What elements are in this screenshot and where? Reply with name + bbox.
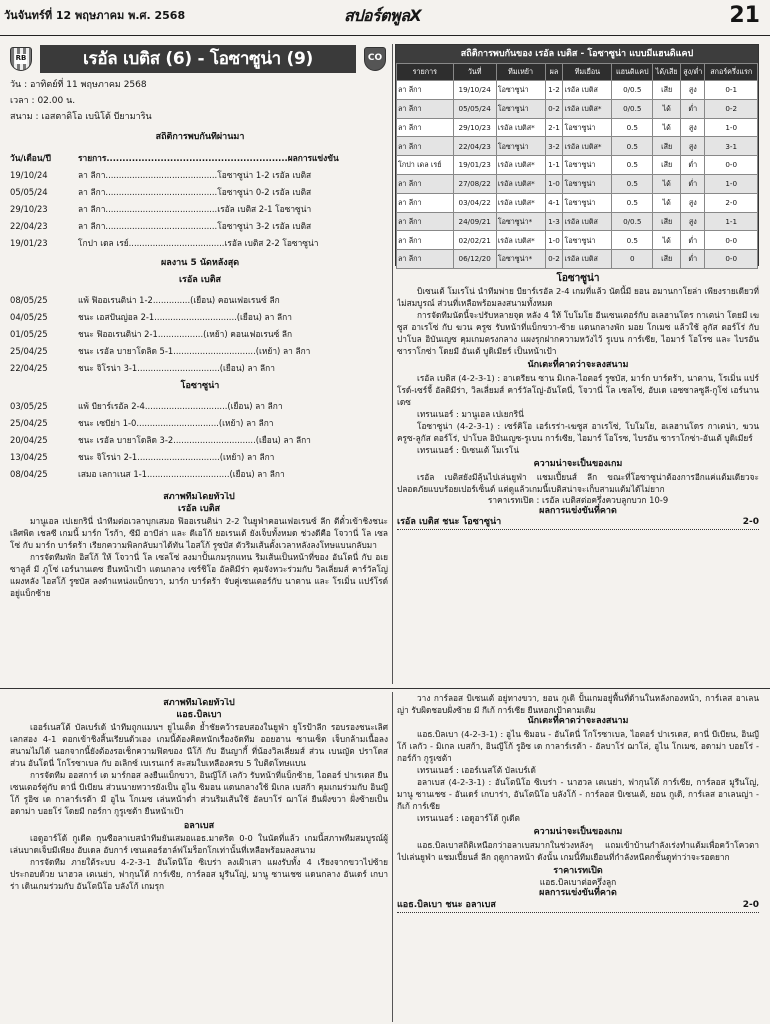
alaves-heading: อลาเบส — [183, 820, 215, 831]
handicap-cell: โอซาซูน่า — [563, 174, 612, 193]
handicap-cell: สูง — [681, 137, 705, 156]
handicap-cell: โอซาซูน่า* — [496, 212, 545, 231]
handicap-cell: 24/09/21 — [453, 212, 496, 231]
col-date: วันที่ — [453, 64, 496, 81]
handicap-table — [396, 63, 758, 269]
bottom-odds-heading: ราคาเรทเปิด — [553, 865, 603, 876]
handicap-cell: 0/0.5 — [612, 81, 653, 100]
handicap-cell: สูง — [681, 193, 705, 212]
handicap-row — [397, 81, 758, 100]
bottom-interest-text: แอธ.บิลเบาสถิติเหนือกว่าอลาเบสมากในช่วงหลังๆ แถมเข้าบ้านกำลังเร่งทำแต้มเพื่อคว้าโควตาไปเล่นยูฟ่า แชมเปี้ยนส์ ลีก ฤดูกาลหน้า ดังนั้น เกมนี้ทีมเยือนที่กำลังหนีตกชั้นดูท่าว่าจะรอดยาก — [397, 839, 759, 862]
handicap-row — [397, 118, 758, 137]
hth-row: 05/05/24 ลา ลีกา..........................................โอซาซูน่า 0-2 เรอัล เบติส — [10, 187, 312, 198]
handicap-cell: สูง — [681, 212, 705, 231]
handicap-cell: 19/01/23 — [453, 156, 496, 175]
form-away-team: โอซาซูน่า — [180, 381, 220, 391]
bottom-lineup-heading: นักเตะที่คาดว่าจะลงสนาม — [527, 716, 629, 727]
handicap-cell: ได้ — [653, 118, 681, 137]
match-venue: สนาม : เอสตาดิโอ เบนิโต้ บียามาริน — [10, 112, 152, 122]
handicap-cell: ลา ลีกา — [397, 81, 454, 100]
handicap-cell: 0-2 — [545, 250, 563, 269]
handicap-cell: เรอัล เบติส* — [496, 156, 545, 175]
lineup-heading: นักเตะที่คาดว่าจะลงสนาม — [527, 360, 629, 371]
alaves-lineup: อลาเบส (4-2-3-1) : อันโตนิโอ ซิเบร่า - นาฮวล เตเนย่า, ฟากุนโด้ การ์เซีย, การ์ลอส มูรีนโญ่, มานู ซานเชซ - อันเดร์ เกบาร่า, อันโตนิโอ บลังโก้ - การ์ลอส บิเซนเต้, ยอน กูเดิ, การ์เลส อาเลนญ่า - กีเก้ การ์เซีย — [397, 776, 759, 811]
handicap-cell: ได้ — [653, 174, 681, 193]
handicap-cell: โอซาซูน่า — [563, 156, 612, 175]
handicap-cell: โอซาซูน่า* — [496, 250, 545, 269]
col-result: ผล — [545, 64, 563, 81]
bottom-odds-line: แอธ.บิลเบาต่อครึ่งลูก — [539, 877, 617, 888]
col-half-time: สกอร์ครึ่งแรก — [705, 64, 758, 81]
form-row: 25/04/25 ชนะ เซบีย่า 1-0...............................(เหย้า) ลา ลีกา — [10, 418, 274, 429]
handicap-cell: 0 — [612, 250, 653, 269]
odds-line: ราคาเรทเปิด : เรอัล เบติสต่อครึ่งควบลูกบวก 10-9 — [487, 494, 669, 505]
handicap-cell: สูง — [681, 81, 705, 100]
col-away: ทีมเยือน — [563, 64, 612, 81]
betis-heading: เรอัล เบติส — [177, 503, 221, 514]
handicap-cell: โอซาซูน่า — [496, 137, 545, 156]
form-row: 08/05/25 แพ้ ฟิออเรนติน่า 1-2..............(เยือน) คอนเฟอเรนซ์ ลีก — [10, 295, 280, 306]
match-time: เวลา : 02.00 น. — [10, 96, 76, 106]
handicap-row — [397, 212, 758, 231]
handicap-cell: ลา ลีกา — [397, 212, 454, 231]
page-number: 21 — [729, 3, 760, 28]
interest-heading: ความน่าจะเป็นของเกม — [533, 458, 623, 469]
handicap-cell: เรอัล เบติส — [563, 212, 612, 231]
handicap-cell: 06/12/20 — [453, 250, 496, 269]
handicap-cell: เสีย — [653, 212, 681, 231]
hth-heading: สถิติการพบกันที่ผ่านมา — [155, 132, 245, 142]
col-home: ทีมเหย้า — [496, 64, 545, 81]
handicap-row — [397, 99, 758, 118]
betis-analysis — [10, 492, 388, 682]
handicap-cell: ต่ำ — [681, 231, 705, 250]
handicap-cell: โอซาซูน่า — [563, 118, 612, 137]
handicap-cell: 0-0 — [705, 231, 758, 250]
head-to-head-list — [10, 132, 390, 483]
handicap-cell: โอซาซูน่า — [496, 81, 545, 100]
hth-row: 29/10/23 ลา ลีกา..........................................เรอัล เบติส 2-1 โอซาซูน่า — [10, 204, 312, 215]
handicap-cell: 0-1 — [705, 81, 758, 100]
handicap-cell: 02/02/21 — [453, 231, 496, 250]
handicap-cell: 1-2 — [545, 81, 563, 100]
match-title-bar — [10, 44, 386, 74]
column-divider — [392, 44, 393, 684]
handicap-table-title: สถิติการพบกันของ เรอัล เบติส - โอซาซูน่า แบบมีแฮนดิแคป — [396, 45, 758, 63]
handicap-cell: เรอัล เบติส* — [496, 231, 545, 250]
handicap-cell: 0/0.5 — [612, 99, 653, 118]
handicap-row — [397, 137, 758, 156]
handicap-cell: โอซาซูน่า — [563, 193, 612, 212]
handicap-cell: เรอัล เบติส — [563, 81, 612, 100]
handicap-cell: ต่ำ — [681, 99, 705, 118]
osasuna-crest-icon: CO — [364, 47, 386, 71]
handicap-cell: ได้ — [653, 231, 681, 250]
handicap-cell: ลา ลีกา — [397, 250, 454, 269]
handicap-cell: 0-2 — [705, 99, 758, 118]
handicap-cell: เรอัล เบติส* — [496, 118, 545, 137]
hth-col-date: วัน/เดือน/ปี — [10, 153, 51, 164]
handicap-cell: 2-0 — [705, 193, 758, 212]
alaves-para-2: การจัดทีม ภายใต้ระบบ 4-2-3-1 อันโตนิโอ ซิเบร่า ลงเฝ้าเสา แผงรับทั้ง 4 เรียงจากขวาไปซ้ายประกอบด้วย นาฮวล เตเนย่า, ฟากุนโด้ การ์เซีย, การ์ลอส มูรีนโญ่, มานู ซานเชซ แดนกลาง อันเดร์ เกบาร่า เดินเกมร่วมกับ อันโตนิโอ บลังโก้ เกมรุก — [10, 857, 388, 892]
handicap-cell: 3-2 — [545, 137, 563, 156]
handicap-row — [397, 193, 758, 212]
handicap-cell: 0.5 — [612, 174, 653, 193]
handicap-cell: 0.5 — [612, 231, 653, 250]
bilbao-heading: แอธ.บิลเบา — [176, 709, 222, 720]
handicap-cell: ต่ำ — [681, 174, 705, 193]
handicap-cell: ลา ลีกา — [397, 231, 454, 250]
col-win-loss: ได้/เสีย — [653, 64, 681, 81]
handicap-cell: เสีย — [653, 137, 681, 156]
masthead — [0, 0, 770, 36]
form-row: 08/04/25 เสมอ เลกาเนส 1-1...............................(เยือน) ลา ลีกา — [10, 469, 285, 480]
col-handicap: แฮนดิแคป — [612, 64, 653, 81]
handicap-cell: เรอัล เบติส — [563, 250, 612, 269]
handicap-cell: ลา ลีกา — [397, 137, 454, 156]
handicap-cell: 1-1 — [545, 156, 563, 175]
handicap-cell: 22/04/23 — [453, 137, 496, 156]
handicap-cell: 0-0 — [705, 156, 758, 175]
handicap-cell: 1-0 — [705, 118, 758, 137]
osasuna-lineup: โอซาซูน่า (4-2-3-1) : เซร์คิโอ เอร์เรร่า-เฆซูส อาเรโซ่, โบโมโย, อเลฮานโดร กาเตน่า, ฆวน ครูซ-ลูกัส ตอร์โร่, ปาโบล อิบันเญซ-รูเบน การ์เซีย, ไอมาร์ โอโรซ, ไบรอัน ซาราโกซ่า-อันเต้ บูดิเมียร์ — [397, 420, 759, 443]
form-home-team: เรอัล เบติส — [178, 275, 222, 285]
handicap-cell: ลา ลีกา — [397, 99, 454, 118]
handicap-cell: 0.5 — [612, 156, 653, 175]
handicap-cell: โอซาซูน่า — [496, 99, 545, 118]
handicap-cell: 4-1 — [545, 193, 563, 212]
betis-lineup: เรอัล เบติส (4-2-3-1) : อาเดรียน ซาน มิเกล-ไอตอร์ รูซบัส, มาร์ก บาร์ตร้า, นาตาน, โรเมิ่น แปร์โรด์-เซร์จี้ อัลติมีร่า, วิลเลี่ยมส์ คาร์วัลโญ่-อันโตนี่, โจวานี่ โล เซลโซ่, อับเด เอซซาลซูลี-กูโซ่ เอร์นานเดซ — [397, 372, 759, 407]
handicap-cell: เรอัล เบติส* — [496, 174, 545, 193]
match-title: เรอัล เบติส (6) - โอซาซูน่า (9) — [40, 45, 356, 73]
col-over-under: สูง/ต่ำ — [681, 64, 705, 81]
form-row: 25/04/25 ชนะ เรอัล บายาโดลิด 5-1...............................(เหย้า) ลา ลีกา — [10, 346, 311, 357]
bottom-predicted-score: 2-0 — [742, 899, 759, 910]
bilbao-lineup: แอธ.บิลเบา (4-2-3-1) : อูไน ซิมอน - อันโดนี่ โกโรซาเบล, ไอตอร์ ปาเรเดส, ดานี่ บีเบียน, อินญีโก้ เลกัว - มิเกล เบสก้า, อินญีโก้ รูอิซ เด กาลาร์เรต้า - อัลบาโร่ ฌาโล่, อูไน โกเมซ, อดาม่า บอยโร่ - กอร์ก้า กูรูเซต้า — [397, 728, 759, 763]
handicap-cell: ลา ลีกา — [397, 193, 454, 212]
section-divider — [0, 688, 770, 689]
form-row: 01/05/25 ชนะ ฟิออเรนติน่า 2-1.................(เหย้า) คอนเฟอเรนซ์ ลีก — [10, 329, 293, 340]
handicap-table-box — [395, 44, 759, 266]
form-row: 20/04/25 ชนะ เรอัล บายาโดลิด 3-2...............................(เยือน) ลา ลีกา — [10, 435, 311, 446]
brand-logo: สปอร์ตพูลX — [344, 6, 422, 25]
handicap-cell: 0.5 — [612, 193, 653, 212]
predicted-result — [397, 517, 759, 530]
handicap-cell: 0.5 — [612, 118, 653, 137]
handicap-cell: 1-0 — [705, 174, 758, 193]
predict-heading: ผลการแข่งขันที่คาด — [539, 505, 617, 516]
hth-row: 19/10/24 ลา ลีกา..........................................โอซาซูน่า 1-2 เรอัล เบติส — [10, 170, 312, 181]
form-row: 03/05/25 แพ้ บียาร์เรอัล 2-4...............................(เยือน) ลา ลีกา — [10, 401, 283, 412]
team-status-heading: สภาพทีมโดยทั่วไป — [163, 492, 235, 502]
match-info — [10, 80, 390, 128]
handicap-cell: โอซาซูน่า — [563, 231, 612, 250]
hth-row: 22/04/23 ลา ลีกา..........................................โอซาซูน่า 3-2 เรอัล เบติส — [10, 221, 312, 232]
handicap-cell: ได้ — [653, 193, 681, 212]
handicap-cell: ต่ำ — [681, 250, 705, 269]
osasuna-coach: เทรนเนอร์ : บิเซนเต้ โมเรโน่ — [417, 444, 520, 455]
bilbao-alaves-right — [397, 692, 759, 1020]
handicap-cell: 03/04/22 — [453, 193, 496, 212]
interest-text: เรอัล เบติสยังมีลุ้นไปเล่นยูฟ่า แชมเปี้ยนส์ ลีก ขณะที่โอซาซูน่าต้องการอีกแค่แต้มเดียวจะปลอดภัยแบบร้อยเปอร์เซ็นต์ แต่ดูแล้วเกมนี้เบติสน่าจะเก็บสามแต้มได้ไม่ยาก — [397, 471, 759, 494]
osasuna-analysis — [397, 272, 759, 530]
handicap-cell: เสีย — [653, 81, 681, 100]
bottom-interest-heading: ความน่าจะเป็นของเกม — [533, 826, 623, 837]
hth-row: 19/01/23 โกปา เดล เรย์....................................เรอัล เบติส 2-2 โอซาซูน่า — [10, 238, 319, 249]
handicap-cell: ได้ — [653, 99, 681, 118]
handicap-cell: โกปา เดล เรย์ — [397, 156, 454, 175]
handicap-cell: 0.5 — [612, 137, 653, 156]
match-day: วัน : อาทิตย์ที่ 11 พฤษภาคม 2568 — [10, 80, 147, 90]
bilbao-coach: เทรนเนอร์ : เออร์เนสโต้ บัลเบร์เด้ — [417, 764, 536, 775]
col-competition: รายการ — [397, 64, 454, 81]
handicap-cell: สูง — [681, 118, 705, 137]
betis-crest-icon: RB — [10, 47, 32, 71]
bilbao-para-1: เออร์เนสโต้ บัลเบร์เด้ นำทีมถูกแมนฯ ยูไนเต็ด ย้ำชัยคว้ารอบสองในยูฟ่า ยูโรป้าลีก รอบรองชนะเลิศ เลกสอง 4-1 ตอกเข้าชิงสิ้นเรียนด้วเอง เกมนี้ต้องคิดหนักเรื่องจัดทีม ออยฮาน ซานเซ็ต เจ็บกล้ามเนื้อลงสนามไม่ได้ นอกจากนี้ยังต้องรอเช็กความฟิตของ นีโก้ กับ อีนญากี้ ที่น้องวิลเลี่ยมส์ ส่วน เบนญัต ปราโดส ส่วน อันโดนี่ โกโรซาเบล กับ อเลิกซ์ เบเรนเกร์ สะสมใบเหลืองครบ 5 ใบติดโทษแบน — [10, 722, 388, 769]
hth-header-row — [10, 150, 390, 167]
predicted-score: 2-0 — [742, 517, 759, 528]
form-row: 22/04/25 ชนะ จิโรน่า 3-1...............................(เยือน) ลา ลีกา — [10, 363, 275, 374]
handicap-row — [397, 231, 758, 250]
handicap-cell: 3-1 — [705, 137, 758, 156]
handicap-row — [397, 174, 758, 193]
betis-para-2: การจัดทีมพัก อิสโก้ ให้ โจวานี่ โล เซลโซ่ ลงมาปั้นเกมรุกแทน ริมเส้นเป็นหน้าที่ของ อันโตนี่ กับ อเยซาลูส์ มี ภูโซ่ เอร์นานเดซ ยืนหน้าเป้า แดนกลาง เซร์ชิโอ อัลติมีร่า คุมจังหวะร่วมกับ วิลเลี่ยมส์ คาร์วัลโญ่ แผงหลัง ไอสโก้ รูซบัส ลงตำแหน่งแบ็กขวา, มาร์ก บาร์ตร้า จับคู่เซนเตอร์กับ นาตาน และ โรเมิ่น แปร์โรด์ อยู่แบ็กซ้าย — [10, 552, 388, 599]
handicap-cell: เสีย — [653, 156, 681, 175]
hth-col-list: รายการ.........................................................ผลการแข่งขัน — [78, 153, 339, 164]
handicap-cell: เรอัล เบติส* — [496, 193, 545, 212]
bottom-predicted-result — [397, 900, 759, 913]
handicap-row — [397, 156, 758, 175]
form-row: 13/04/25 ชนะ จิโรน่า 2-1...............................(เหย้า) ลา ลีกา — [10, 452, 275, 463]
bottom-status-heading: สภาพทีมโดยทั่วไป — [163, 698, 235, 708]
handicap-cell: เรอัล เบติส* — [563, 99, 612, 118]
handicap-cell: 1-0 — [545, 231, 563, 250]
handicap-cell: 0/0.5 — [612, 212, 653, 231]
betis-para-1: มานูเอล เปเยกรินี่ นำทีมต่อเวลาบุกเสมอ ฟิออเรนติน่า 2-2 ในยูฟ่าคอนเฟอเรนซ์ ลีก ตีตั๋วเข้าชิงชนะเลิศพิด เชลซี เกมนี้ มาร์ก โรก้า, ซีมี อาบีล่า และ ดีเอโก้ ยอเรนเต้ ยังเจ็บทั้งหมด ช่วงดีคือ โจวานี่ โล เซลโซ่ กับ มาร์ก บาร์ตร้า เรียกความพิลกลับมาได้ทัน ไอสโก้ รูซบัส ตัวริมเส้นตั้งเวลาหลังลงโทษแบนกลับมา — [10, 516, 388, 551]
handicap-cell: 1-0 — [545, 174, 563, 193]
handicap-cell: 0-0 — [705, 250, 758, 269]
handicap-cell: 0-2 — [545, 99, 563, 118]
osasuna-para-2: การจัดทีมนัดนี้จะปรับหลายจุด หลัง 4 ให้ โบโมโย อีนเซนเตอร์กับ อเลฮานโดร กาเตน่า โดยมี เฆซูส อาเรโซ่ กับ ฆวน ครูซ รับหน้าที่แบ็กขวา-ซ้าย แดนกลางพัก มอย โกเมซ แล้วใช้ ลูกัส ตอร์โร่ กับ ปาโบล อิบันเญซ คุมเกมตรงกลาง แผงรุกฝากความหวังไว้ รูเบน การ์เซีย, ไอมาร์ โอโรซ และ ไบรอัน ซาราโกซ่า โดยมี อันเต้ บูดิเมียร์ เป็นหน้าเป้า — [397, 310, 759, 357]
form-row: 04/05/25 ชนะ เอสปันญ่อล 2-1...............................(เยือน) ลา ลีกา — [10, 312, 292, 323]
predicted-teams: เรอัล เบติส ชนะ โอซาซูน่า — [397, 517, 502, 528]
bottom-predicted-teams: แอธ.บิลเบา ชนะ อลาเบส — [397, 899, 496, 910]
bottom-predict-heading: ผลการแข่งขันที่คาด — [539, 888, 617, 899]
handicap-cell: เรอัล เบติส* — [563, 137, 612, 156]
handicap-row — [397, 250, 758, 269]
handicap-cell: 1-3 — [545, 212, 563, 231]
handicap-cell: 29/10/23 — [453, 118, 496, 137]
bilbao-alaves-left — [10, 698, 388, 1020]
handicap-cell: 19/10/24 — [453, 81, 496, 100]
alaves-coach: เทรนเนอร์ : เอดูอาร์โด้ กูเดีต — [417, 812, 520, 823]
osasuna-para-1: บิเซนเต้ โมเรโน่ นำทีมพ่าย บียาร์เรอัล 2-4 เกมที่แล้ว นัดนี้มี ยอน อมานกาโยล่า เพียงรายเดียวที่ไม่สมบูรณ์ ส่วนที่เหลือพร้อมลงสนามทั้งหมด — [397, 286, 759, 309]
form-heading: ผลงาน 5 นัดหลังสุด — [160, 258, 240, 268]
handicap-cell: เสีย — [653, 250, 681, 269]
column-divider — [392, 692, 393, 1022]
alaves-para-1: เอดูอาร์โด้ กูเดีต กุนซือลาเบสนำทีมยันเสมอแอธ.มาดริด 0-0 ในนัดที่แล้ว เกมนี้สภาพทีมสมบูรณ์ผู้เล่นบาดเจ็บมีเพียง อับเดล อับการ์ เซนเตอร์ฮาล์ฟโมร็อกโกเท่านั้นที่เหลือพร้อมลงสนาม — [10, 833, 388, 856]
betis-coach: เทรนเนอร์ : มานูเอล เปเยกรินี่ — [417, 408, 524, 419]
issue-date: วันจันทร์ที่ 12 พฤษภาคม พ.ศ. 2568 — [4, 9, 186, 22]
handicap-cell: ลา ลีกา — [397, 174, 454, 193]
handicap-cell: 27/08/22 — [453, 174, 496, 193]
alaves-attack-para: วาง การ์ลอส บิเซนเต้ อยู่ทางขวา, ยอน กูเดิ ปั้นเกมอยู่พื้นที่ด้านในหลังกองหน้า, การ์เลส อาเลนญ่า รับผิดชอบฝั่งซ้าย มี กีเก้ การ์เซีย ยืนหอกเป้าตามเดิม — [397, 693, 759, 716]
handicap-cell: 2-1 — [545, 118, 563, 137]
handicap-cell: ลา ลีกา — [397, 118, 454, 137]
handicap-cell: 1-1 — [705, 212, 758, 231]
handicap-cell: ต่ำ — [681, 156, 705, 175]
osasuna-heading: โอซาซูน่า — [556, 273, 600, 284]
handicap-cell: 05/05/24 — [453, 99, 496, 118]
bilbao-para-2: การจัดทีม ออสการ์ เด มาร์กอส ลงยืนแบ็กขวา, อินญีโก้ เลกัว รับหน้าที่แบ็กซ้าย, ไอตอร์ ปาเรเดส ยืนเซนเตอร์คู่กับ ดานี่ บีเบียน ส่วนนายทวารยังเป็น อูไน ซิมอน แดนกลางใช้ มิเกล เบสก้า คุมเกมร่วมกับ อินญีโก้ รูอิซ เด กาลาร์เรต้า มี อูไน โกเมซ เล่นหน้าต่ำ ส่วนริมเส้นใช้ อัลบาโร่ ฌาโล่ ยืนฝั่งขวา ฝั่งซ้ายเป็น อดาม่า บอยโร่ โดยมี กอร์กา กูรูเซต้า ยืนหน้าเป้า — [10, 770, 388, 817]
